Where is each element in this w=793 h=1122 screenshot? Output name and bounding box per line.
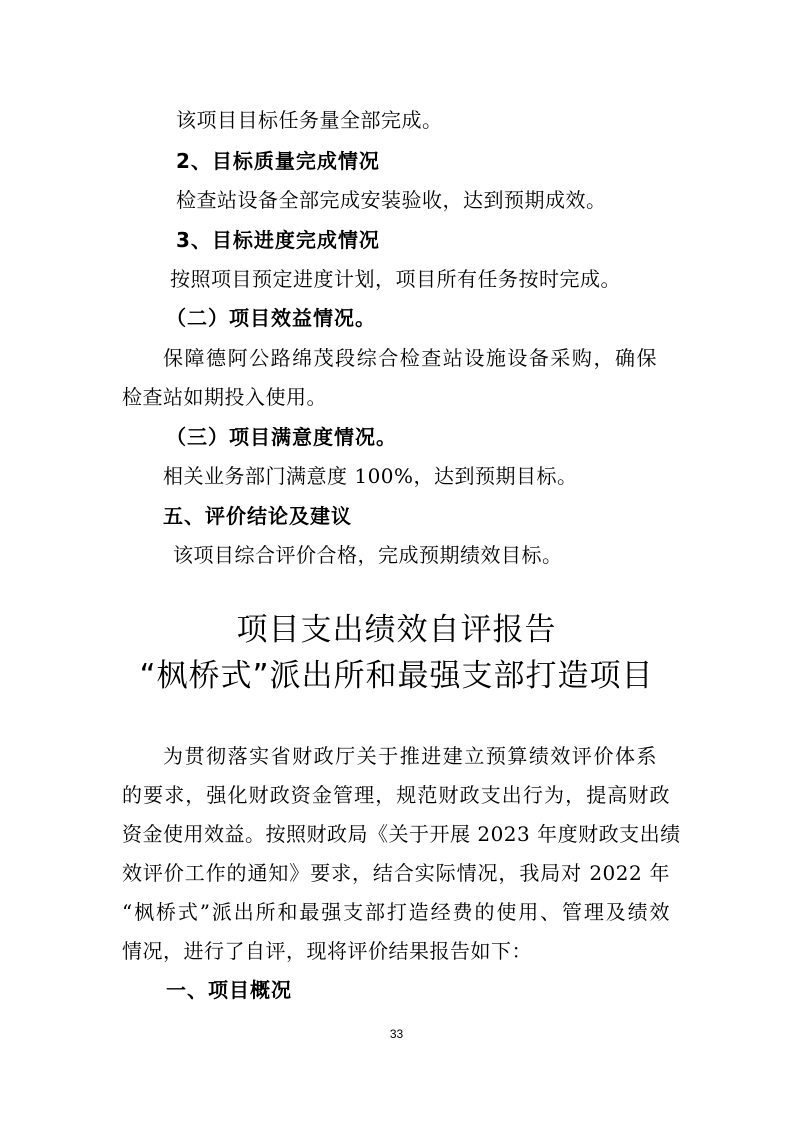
project-title: “枫桥式”派出所和最强支部打造项目 [139,658,654,694]
body-line: 为贯彻落实省财政厅关于推进建立预算绩效评价体系 [163,744,657,768]
subheading-satisfaction: （三）项目满意度情况。 [166,425,397,449]
page-number: 33 [389,1027,404,1041]
body-line: 资金使用效益。按照财政局《关于开展 2023 年度财政支出绩 [122,822,681,846]
body-line: 效评价工作的通知》要求，结合实际情况，我局对 2022 年 [122,861,670,885]
paragraph-line: 检查站设备全部完成安装验收，达到预期成效。 [176,188,607,212]
paragraph-line: 该项目目标任务量全部完成。 [176,108,443,132]
body-line: 情况，进行了自评，现将评价结果报告如下： [122,939,532,963]
paragraph-line: 保障德阿公路绵茂段综合检查站设施设备采购，确保 [163,346,657,370]
report-title: 项目支出绩效自评报告 [236,612,557,648]
subheading-progress: 3、目标进度完成情况 [176,228,380,252]
subheading-quality: 2、目标质量完成情况 [176,149,380,173]
paragraph-line: 该项目综合评价合格，完成预期绩效目标。 [173,543,563,567]
subheading-benefit: （二）项目效益情况。 [166,306,376,330]
body-line: “枫桥式”派出所和最强支部打造经费的使用、管理及绩效 [122,900,670,924]
section-heading-overview: 一、项目概况 [166,978,292,1002]
paragraph-line: 按照项目预定进度计划，项目所有任务按时完成。 [170,267,621,291]
body-line: 的要求，强化财政资金管理，规范财政支出行为，提高财政 [122,783,670,807]
paragraph-line: 相关业务部门满意度 100%，达到预期目标。 [163,464,578,488]
section-heading-conclusion: 五、评价结论及建议 [163,504,352,528]
paragraph-line: 检查站如期投入使用。 [122,385,327,409]
